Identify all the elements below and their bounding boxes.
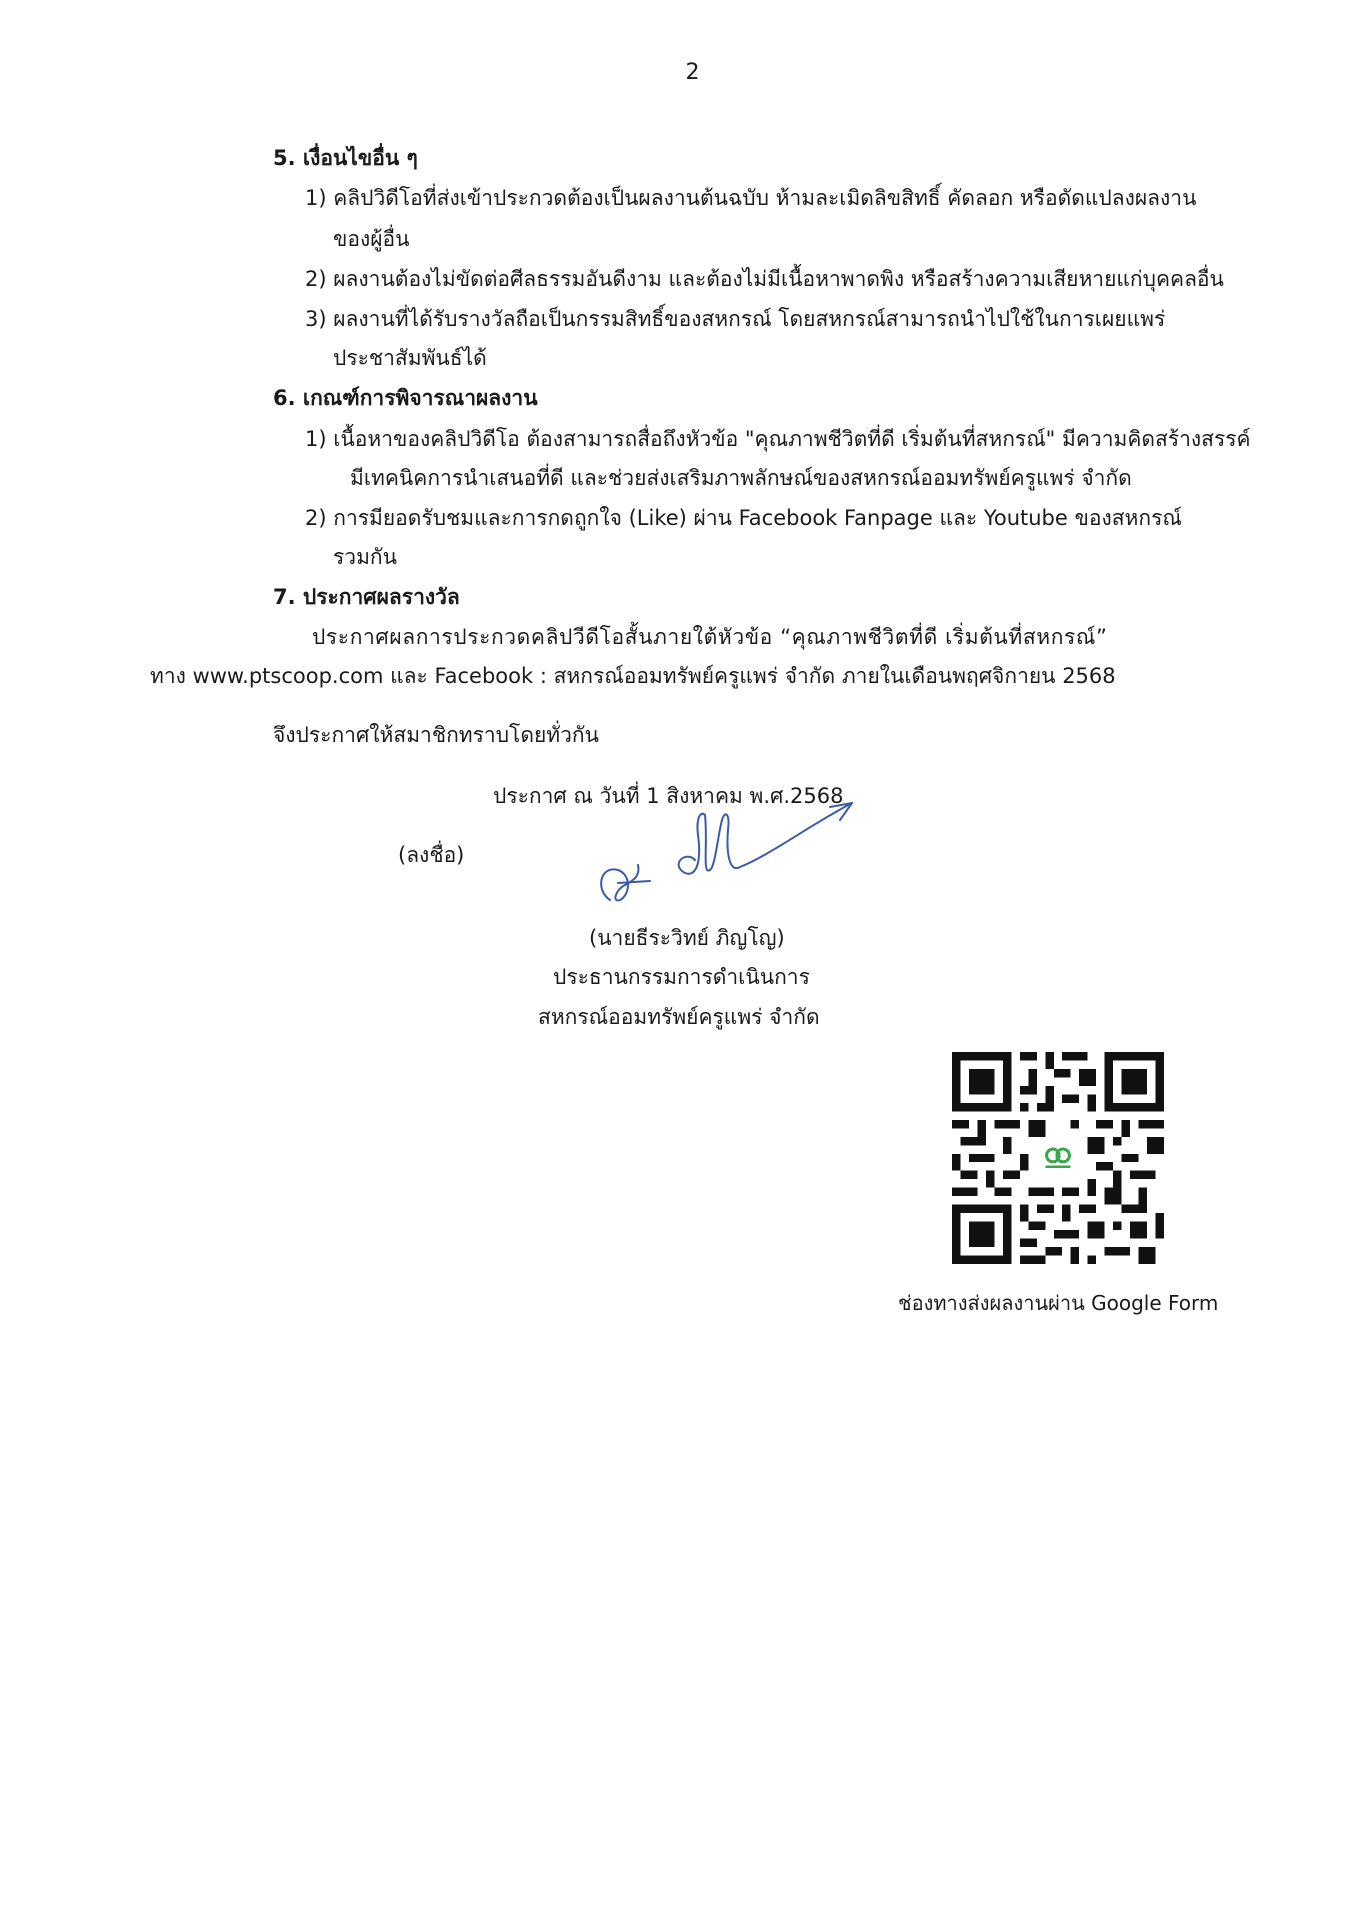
- section5-item3-line2: ประชาสัมพันธ์ได้: [333, 346, 487, 370]
- section6-item1-line1: 1) เนื้อหาของคลิปวิดีโอ ต้องสามารถสื่อถึงหัวข้อ "คุณภาพชีวิตที่ดี เริ่มต้นที่สหกรณ์" มีความคิดสร้างสรรค์: [305, 427, 1251, 451]
- signature-image: [590, 795, 870, 915]
- sign-label: (ลงชื่อ): [398, 843, 465, 867]
- signatory-org: สหกรณ์ออมทรัพย์ครูแพร่ จำกัด: [538, 1005, 820, 1029]
- section6-item1-line2: มีเทคนิคการนำเสนอที่ดี และช่วยส่งเสริมภาพลักษณ์ของสหกรณ์ออมทรัพย์ครูแพร่ จำกัด: [350, 466, 1132, 490]
- section5-item1-line1: 1) คลิปวิดีโอที่ส่งเข้าประกวดต้องเป็นผลงานต้นฉบับ ห้ามละเมิดลิขสิทธิ์ คัดลอก หรือดัดแปลงผลงาน: [305, 186, 1197, 210]
- qr-code-image[interactable]: [952, 1052, 1164, 1264]
- section5-heading: 5. เงื่อนไขอื่น ๆ: [273, 146, 418, 170]
- signatory-position: ประธานกรรมการดำเนินการ: [553, 965, 810, 989]
- announce-date: ประกาศ ณ วันที่ 1 สิงหาคม พ.ศ.2568: [493, 784, 844, 808]
- section7-line1: ประกาศผลการประกวดคลิปวีดีโอสั้นภายใต้หัวข้อ “คุณภาพชีวิตที่ดี เริ่มต้นที่สหกรณ์”: [312, 625, 1108, 649]
- section5-item2: 2) ผลงานต้องไม่ขัดต่อศีลธรรมอันดีงาม และต้องไม่มีเนื้อหาพาดพิง หรือสร้างความเสียหายแก่บุคคลอื่น: [305, 267, 1224, 291]
- closing-text: จึงประกาศให้สมาชิกทราบโดยทั่วกัน: [273, 723, 599, 747]
- section7-heading: 7. ประกาศผลรางวัล: [273, 585, 460, 609]
- signatory-name: (นายธีระวิทย์ ภิญโญ): [589, 926, 785, 950]
- section5-item1-line2: ของผู้อื่น: [333, 227, 410, 251]
- qr-caption: ช่องทางส่งผลงานผ่าน Google Form: [898, 1291, 1219, 1315]
- page-number: 2: [685, 60, 700, 85]
- section7-line2: ทาง www.ptscoop.com และ Facebook : สหกรณ์ออมทรัพย์ครูแพร่ จำกัด ภายในเดือนพฤศจิกายน 2568: [150, 664, 1116, 688]
- section6-heading: 6. เกณฑ์การพิจารณาผลงาน: [273, 386, 538, 410]
- section6-item2-line1: 2) การมียอดรับชมและการกดถูกใจ (Like) ผ่าน Facebook Fanpage และ Youtube ของสหกรณ์: [305, 506, 1182, 530]
- section5-item3-line1: 3) ผลงานที่ได้รับรางวัลถือเป็นกรรมสิทธิ์ของสหกรณ์ โดยสหกรณ์สามารถนำไปใช้ในการเผยแพร่: [305, 307, 1166, 331]
- section6-item2-line2: รวมกัน: [333, 545, 397, 569]
